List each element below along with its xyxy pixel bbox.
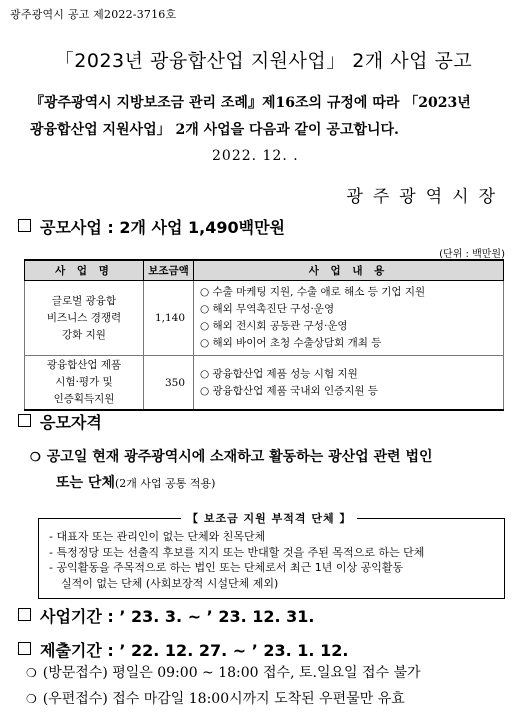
program-amount: 1,140 [144, 281, 194, 356]
intro-paragraph [30, 90, 510, 144]
submission-item: (우편접수) 접수 마감일 18:00시까지 도착된 우편물만 유효 [42, 691, 405, 707]
circle-bullet-icon: ❍ [26, 692, 37, 706]
circle-bullet-icon: ❍ [30, 450, 41, 464]
content-item: ○ 해외 무역촉진단 구성·운영 [200, 301, 497, 318]
notice-item: 실적이 없는 단체 (사회보장적 시설단체 제외) [61, 576, 279, 590]
program-amount: 350 [144, 356, 194, 411]
content-item: ○ 광융합산업 제품 국내외 인증지원 등 [200, 383, 497, 400]
section-title: 제출기간 : ’ 22. 12. 27. ~ ’ 23. 1. 12. [40, 641, 349, 660]
program-contents [194, 356, 504, 411]
section-heading-period [18, 604, 315, 627]
notice-item: - 특정정당 또는 선출직 후보를 지지 또는 반대할 것을 주된 목적으로 하는 단체 [49, 545, 504, 561]
issuer: 광주광역시장 [346, 187, 505, 207]
content-item: ○ 해외 전시회 공동관 구성·운영 [200, 318, 497, 335]
name-line: 강화 지원 [62, 328, 106, 341]
content-item: ○ 수출 마케팅 지원, 수출 애로 해소 등 기업 지원 [200, 284, 497, 301]
section-heading-eligibility [18, 410, 102, 433]
checkbox-square-icon [18, 608, 31, 621]
eligibility-note: (2개 사업 공통 적용) [114, 477, 216, 490]
intro-line: 광융합산업 지원사업」 2개 사업을 다음과 같이 공고합니다. [30, 122, 399, 138]
eligibility-line: 또는 단체 [56, 475, 115, 491]
section-heading-submission [18, 638, 348, 661]
header-cell: 사 업 내 용 [194, 260, 504, 281]
header-cell: 보조금액 [144, 260, 194, 281]
page-title: 「2023년 광융합산업 지원사업」 2개 사업 공고 [54, 50, 473, 72]
checkbox-square-icon [18, 642, 31, 655]
eligibility-line: 공고일 현재 광주광역시에 소재하고 활동하는 광산업 관련 법인 [46, 449, 433, 465]
content-item: ○ 광융합산업 제품 성능 시험 지원 [200, 366, 497, 383]
name-line: 시험·평가 및 [55, 376, 113, 388]
submission-list [26, 660, 506, 712]
section-title: 응모자격 [40, 413, 102, 432]
program-contents [194, 281, 504, 356]
name-line: 광융합산업 제품 [46, 359, 122, 371]
intro-line: 『광주광역시 지방보조금 관리 조례』제16조의 규정에 따라 「2023년 [30, 95, 471, 111]
program-table [24, 259, 504, 411]
unit-label: (단위 : 백만원) [439, 249, 505, 260]
section-title: 공모사업 : 2개 사업 1,490백만원 [40, 218, 285, 237]
document-number: 광주광역시 공고 제2022-3716호 [10, 8, 177, 21]
program-name [25, 281, 144, 356]
section-heading-programs [18, 215, 285, 238]
table-row [25, 281, 504, 356]
circle-bullet-icon: ❍ [26, 666, 37, 680]
ineligible-notice-box [38, 512, 505, 599]
notice-item: - 대표자 또는 관리인이 없는 단체와 친목단체 [49, 529, 504, 545]
name-line: 비즈니스 경쟁력 [46, 311, 122, 324]
table-row [25, 356, 504, 411]
name-line: 글로벌 광융합 [51, 294, 117, 307]
section-title: 사업기간 : ’ 23. 3. ~ ’ 23. 12. 31. [40, 607, 315, 626]
content-item: ○ 해외 바이어 초청 수출상담회 개최 등 [200, 335, 497, 352]
eligibility-item [30, 444, 510, 497]
notice-title: 【 보조금 지원 부적격 단체 】 [181, 510, 357, 526]
checkbox-square-icon [18, 414, 31, 427]
program-name [25, 356, 144, 411]
header-cell: 사 업 명 [25, 260, 144, 281]
announcement-date: 2022. 12. . [212, 148, 299, 164]
table-header-row [25, 260, 504, 281]
notice-item: - 공익활동을 주목적으로 하는 법인 또는 단체로서 최근 1년 이상 공익활동 [49, 560, 504, 576]
submission-item: (방문접수) 평일은 09:00 ~ 18:00 접수, 토.일요일 접수 불가 [42, 665, 421, 681]
name-line: 인증획득지원 [53, 393, 115, 405]
checkbox-square-icon [18, 219, 31, 232]
